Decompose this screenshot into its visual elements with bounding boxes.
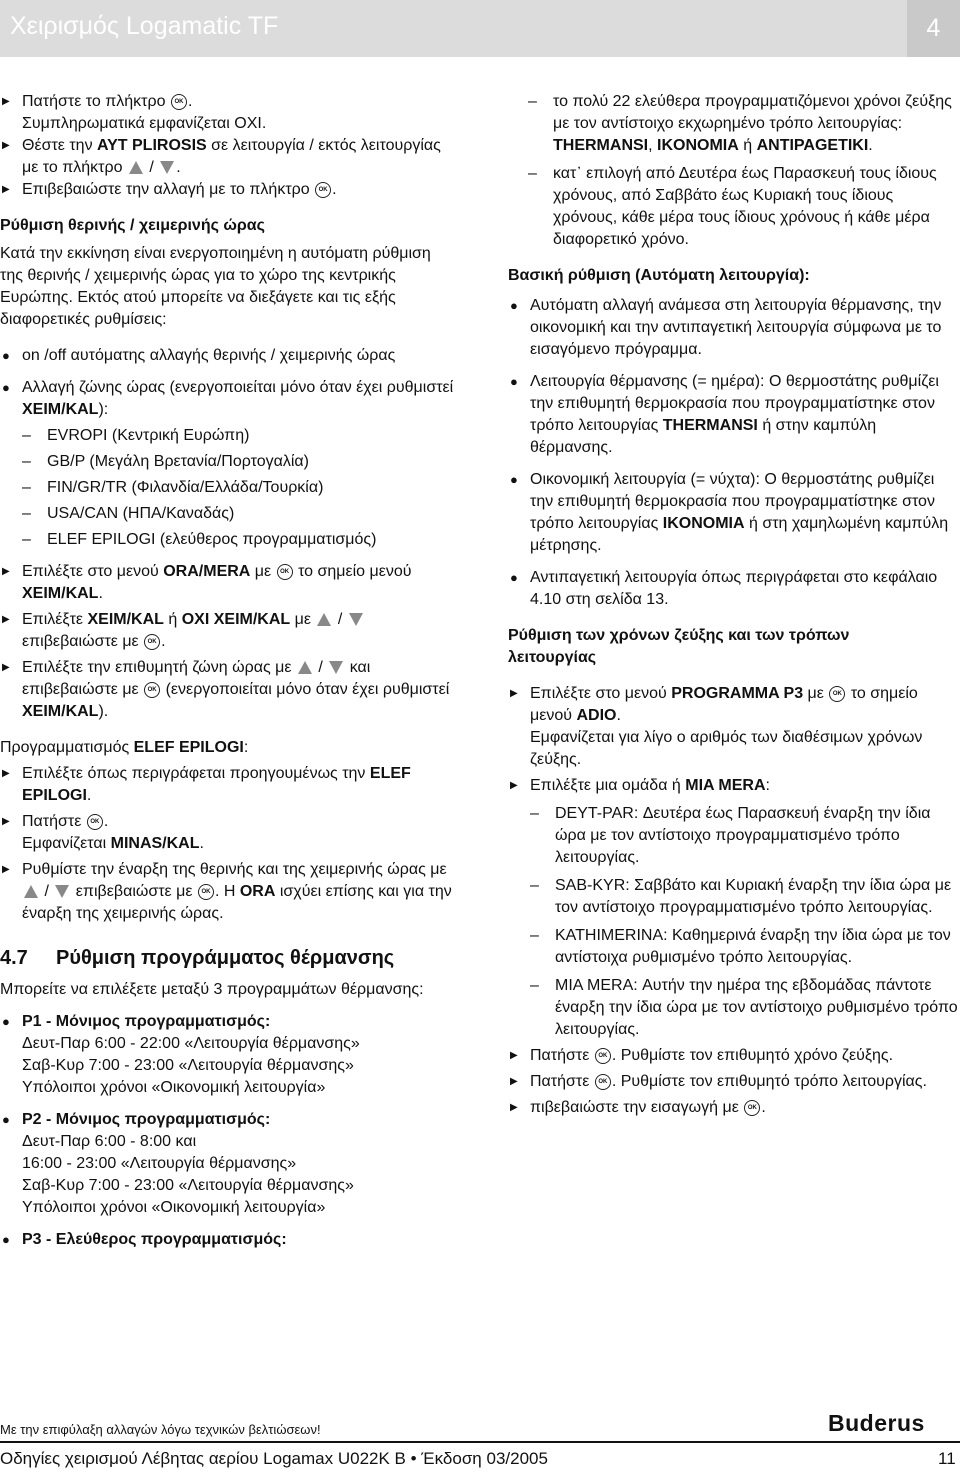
arrow-bullet-icon: ▶ <box>2 768 10 779</box>
p3-dash-times: – το πολύ 22 ελεύθερα προγραμματιζόμενοι χρόνοι ζεύξης με τον αντίστοιχο εκχωρημένο τρόπο λειτουργίας: THERMANSI, IKONOMIA ή ANTIPAGETIKI. <box>528 93 952 154</box>
basic-heading: Βασική ρύθμιση (Αυτόματη λειτουργία): <box>508 267 810 284</box>
header-title: Χειρισμός Logamatic TF <box>10 12 279 40</box>
step-select-p3: ▶ Επιλέξτε στο μενού PROGRAMMA P3 με OK το σημείο μενού ADIO. Εμφανίζεται για λίγο ο αριθμός των διαθέσιμων χρόνων ζεύξης. <box>510 685 923 768</box>
group-deyt-par: – DEYT-PAR: Δευτέρα έως Παρασκευή έναρξη την ίδια ώρα με τον αντίστοιχο προγραμματισμένο τρόπο λειτουργίας. <box>530 805 931 866</box>
step-confirm-entry: ▶ πιβεβαιώστε την εισαγωγή με OK . <box>508 1097 960 1119</box>
section-number: 4.7 <box>0 947 28 969</box>
arrow-bullet-icon: ▶ <box>2 864 10 875</box>
step-elef-select: ▶ Επιλέξτε όπως περιγράφεται προηγουμένως την ELEF EPILOGI. <box>2 765 411 804</box>
footer-divider <box>0 1441 960 1443</box>
zone-evropi: – EVROPI (Κεντρική Ευρώπη) <box>22 427 250 444</box>
ok-key-icon: OK <box>144 682 160 698</box>
basic-economy: ● Οικονομική λειτουργία (= νύχτα): Ο θερμοστάτης ρυθμίζει την επιθυμητή θερμοκρασία που προγραμματίστηκε στον τρόπο λειτουργίας IKONOMIA ή στη χαμηλωμένη καμπύλη μέτρησης. <box>510 471 949 554</box>
ok-key-icon: OK <box>171 94 187 110</box>
section-heading <box>0 945 455 971</box>
zone-usacan: – USA/CAN (ΗΠΑ/Καναδάς) <box>22 505 235 522</box>
times-heading: Ρύθμιση των χρόνων ζεύξης και των τρόπων λειτουργίας <box>508 627 850 666</box>
ok-key-icon: OK <box>595 1074 611 1090</box>
arrow-bullet-icon: ▶ <box>2 816 10 827</box>
right-column <box>508 91 960 1119</box>
ok-key-icon: OK <box>198 884 214 900</box>
program-p2: ● P2 - Μόνιμος προγραμματισμός: Δευτ-Παρ 6:00 - 8:00 και 16:00 - 23:00 «Λειτουργία θέρμανσης» Σαβ-Κυρ 7:00 - 23:00 «Λειτουργία θέρμανσης» Υπόλοιποι χρόνοι «Οικονομική λειτουργία» <box>2 1111 354 1216</box>
step-select-group: ▶ Επιλέξτε μια ομάδα ή MIA MERA: <box>508 775 960 797</box>
step-elef-press: ▶ Πατήστε OK . Εμφανίζεται MINAS/KAL. <box>2 813 204 852</box>
step-select-menu: ▶ Επιλέξτε στο μενού ORA/MERA με OK το σημείο μενού XEIM/KAL. <box>2 563 412 602</box>
ok-key-icon: OK <box>315 182 331 198</box>
ok-key-icon: OK <box>87 814 103 830</box>
down-key-icon <box>160 161 174 174</box>
zone-fingrtr: – FIN/GR/TR (Φιλανδία/Ελλάδα/Τουρκία) <box>22 479 324 496</box>
step-set-auto: ▶ Θέστε την AYT PLIROSIS σε λειτουργία / εκτός λειτουργίας με το πλήκτρο / . <box>2 137 441 176</box>
ok-key-icon: OK <box>144 634 160 650</box>
arrow-bullet-icon: ▶ <box>510 1102 518 1113</box>
summer-paragraph: Κατά την εκκίνηση είναι ενεργοποιημένη η αυτόματη ρύθμιση της θερινής / χειμερινής ώρας για το χώρο της κεντρικής Ευρώπης. Εκτός ατού μπορείτε να διεξάγετε και τις εξής διαφορετικές ρυθμίσεις: <box>0 245 431 328</box>
buderus-logo: Buderus <box>828 1410 925 1436</box>
left-column <box>0 91 455 1251</box>
chapter-number-box <box>907 0 960 57</box>
basic-auto: ● Αυτόματη αλλαγή ανάμεσα στη λειτουργία θέρμανσης, την οικονομική και την αντιπαγετική λειτουργία σύμφωνα με το εισαγόμενο πρόγραμμα. <box>510 297 942 358</box>
disclaimer-note: Με την επιφύλαξη αλλαγών λόγω τεχνικών βελτιώσεων! <box>0 1422 321 1437</box>
step-set-time: ▶ Πατήστε OK . Ρυθμίστε τον επιθυμητό χρόνο ζεύξης. <box>508 1045 960 1067</box>
step-select-xeim: ▶ Επιλέξτε XEIM/KAL ή OXI XEIM/KAL με / επιβεβαιώστε με OK . <box>0 609 455 653</box>
page-header <box>0 0 960 57</box>
zone-gbp: – GB/P (Μεγάλη Βρετανία/Πορτογαλία) <box>22 453 309 470</box>
arrow-bullet-icon: ▶ <box>2 614 10 625</box>
ok-key-icon: OK <box>744 1100 760 1116</box>
up-key-icon <box>24 885 38 898</box>
program-p3: ● P3 - Ελεύθερος προγραμματισμός: <box>2 1231 287 1248</box>
group-mia-mera: – MIA MERA: Αυτήν την ημέρα της εβδομάδας πάντοτε έναρξη την ίδια ώρα με τον αντίστοιχο ρυθμισμένο τρόπο λειτουργίας. <box>530 977 958 1038</box>
down-key-icon <box>55 885 69 898</box>
footer-document-title: Οδηγίες χειρισμού Λέβητας αερίου Logamax U022K B • Έκδοση 03/2005 <box>0 1449 548 1468</box>
up-key-icon <box>317 613 331 626</box>
program-p1: ● P1 - Μόνιμος προγραμματισμός: Δευτ-Παρ 6:00 - 22:00 «Λειτουργία θέρμανσης» Σαβ-Κυρ 7:00 - 23:00 «Λειτουργία θέρμανσης» Υπόλοιποι χρόνοι «Οικονομική λειτουργία» <box>2 1013 360 1096</box>
step-confirm: ▶ Επιβεβαιώστε την αλλαγή με το πλήκτρο OK . <box>0 179 455 201</box>
section-title: Ρύθμιση προγράμματος θέρμανσης <box>56 947 395 969</box>
summer-heading: Ρύθμιση θερινής / χειμερινής ώρας <box>0 217 265 234</box>
ok-key-icon: OK <box>829 686 845 702</box>
zone-elef: – ELEF EPILOGI (ελεύθερος προγραμματισμός) <box>22 531 377 548</box>
arrow-bullet-icon: ▶ <box>510 1076 518 1087</box>
arrow-bullet-icon: ▶ <box>2 184 10 195</box>
step-press-ok: ▶ Πατήστε το πλήκτρο OK . Συμπληρωματικά εμφανίζεται ΟΧΙ. <box>2 93 267 132</box>
bullet-onoff: ● on /off αυτόματης αλλαγής θερινής / χειμερινής ώρας <box>2 347 396 364</box>
ok-key-icon: OK <box>595 1048 611 1064</box>
basic-heating: ● Λειτουργία θέρμανσης (= ημέρα): Ο θερμοστάτης ρυθμίζει την επιθυμητή θερμοκρασία που προγραμματίστηκε στον τρόπο λειτουργίας THERMANSI ή στην καμπύλη θέρμανσης. <box>510 373 939 456</box>
up-key-icon <box>298 661 312 674</box>
bullet-timezone: ● Αλλαγή ζώνης ώρας (ενεργοποιείται μόνο όταν έχει ρυθμιστεί XEIM/KAL): <box>2 379 454 418</box>
elef-lead: Προγραμματισμός ELEF EPILOGI: <box>0 739 249 756</box>
chapter-number: 4 <box>926 14 941 42</box>
up-key-icon <box>129 161 143 174</box>
step-elef-set: ▶ Ρυθμίστε την έναρξη της θερινής και της χειμερινής ώρας με / επιβεβαιώστε με OK . Η ORA ισχύει επίσης και για την έναρξη της χειμερινής ώρας. <box>2 861 452 922</box>
step-select-zone: ▶ Επιλέξτε την επιθυμητή ζώνη ώρας με / και επιβεβαιώστε με OK (ενεργοποιείται μόνο όταν έχει ρυθμιστεί XEIM/KAL). <box>2 659 450 720</box>
ok-key-icon: OK <box>277 564 293 580</box>
section-intro: Μπορείτε να επιλέξετε μεταξύ 3 προγραμμάτων θέρμανσης: <box>0 981 424 998</box>
basic-frost: ● Αντιπαγετική λειτουργία όπως περιγράφεται στο κεφάλαιο 4.10 στη σελίδα 13. <box>510 569 938 608</box>
arrow-bullet-icon: ▶ <box>510 1050 518 1061</box>
step-set-mode: ▶ Πατήστε OK . Ρυθμίστε τον επιθυμητό τρόπο λειτουργίας. <box>508 1071 960 1093</box>
arrow-bullet-icon: ▶ <box>2 566 10 577</box>
group-sab-kyr: – SAB-KYR: Σαββάτο και Κυριακή έναρξη την ίδια ώρα με τον αντίστοιχο προγραμματισμένο τρόπο λειτουργίας. <box>530 877 952 916</box>
arrow-bullet-icon: ▶ <box>2 662 10 673</box>
arrow-bullet-icon: ▶ <box>2 96 10 107</box>
p3-dash-days: – κατ᾽ επιλογή από Δευτέρα έως Παρασκευή τους ίδιους χρόνους, από Σαββάτο έως Κυριακή τους ίδιους χρόνους, κάθε μέρα τους ίδιους χρόνους ή κάθε μέρα διαφορετικό χρόνο. <box>528 165 937 248</box>
arrow-bullet-icon: ▶ <box>510 780 518 791</box>
group-kathimerina: – KATHIMERINA: Καθημερινά έναρξη την ίδια ώρα με τον αντίστοιχα ρυθμισμένο τρόπο λειτουργίας. <box>530 927 951 966</box>
arrow-bullet-icon: ▶ <box>510 688 518 699</box>
footer-page-number: 11 <box>938 1449 956 1468</box>
down-key-icon <box>349 613 363 626</box>
down-key-icon <box>329 661 343 674</box>
arrow-bullet-icon: ▶ <box>2 140 10 151</box>
